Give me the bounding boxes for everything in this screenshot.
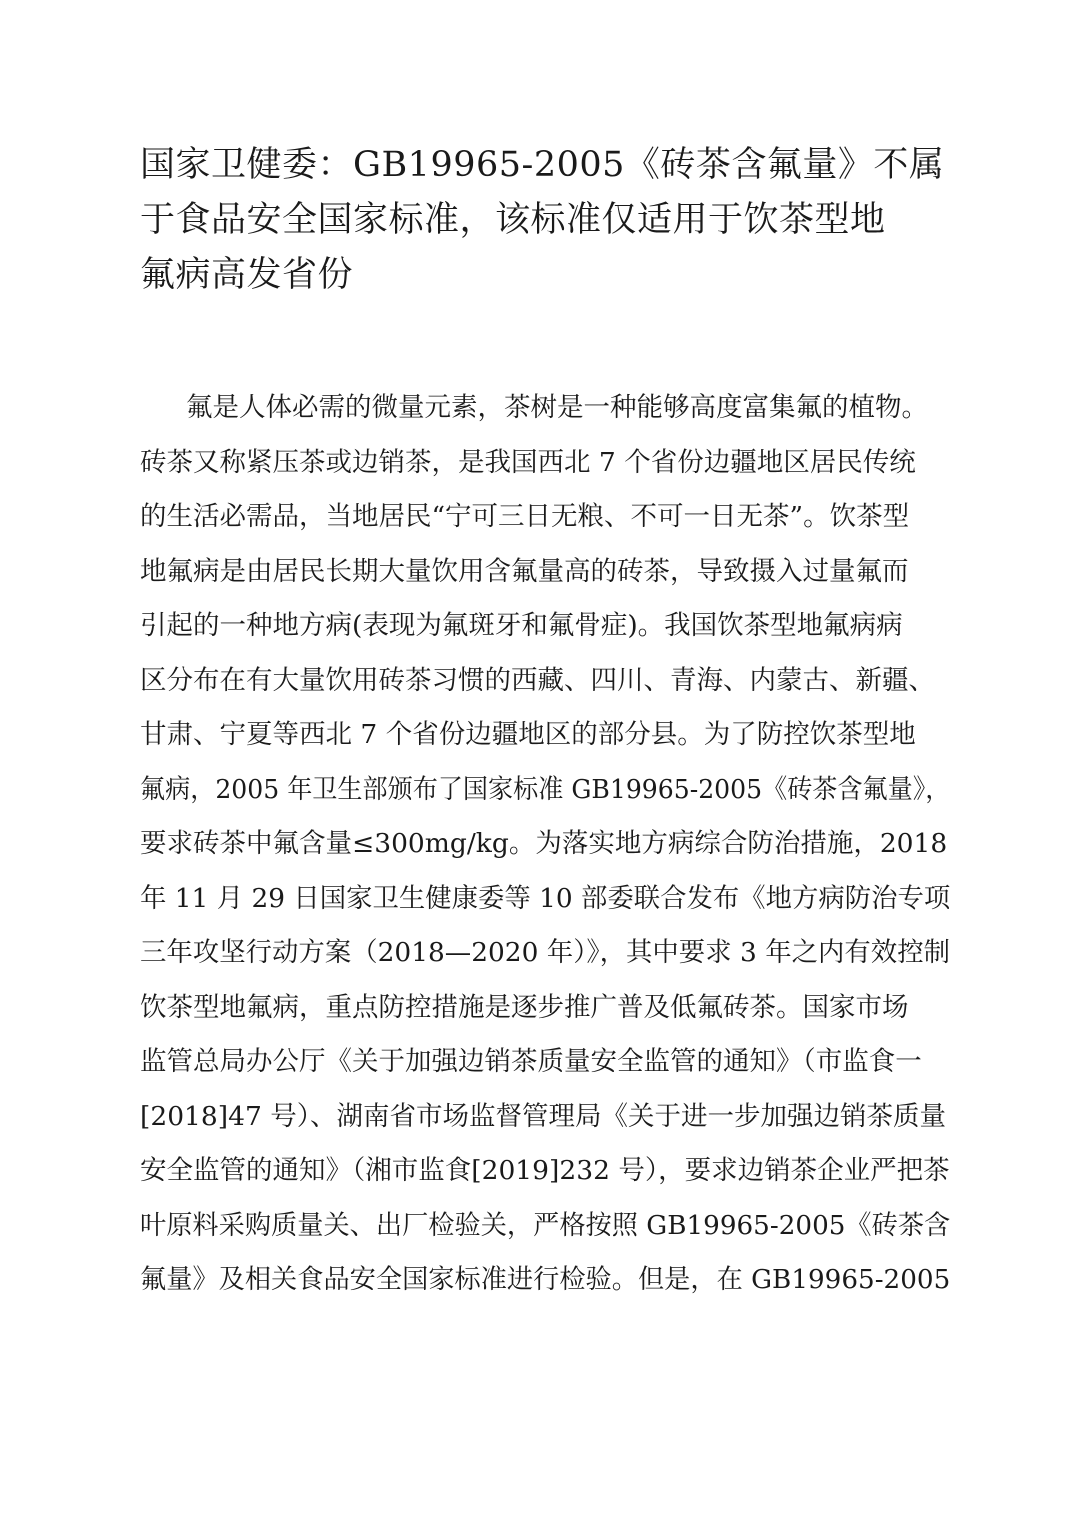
- paragraph-line: 氟病，2005 年卫生部颁布了国家标准 GB19965-2005《砖茶含氟量》，: [140, 773, 951, 805]
- title-line: 于食品安全国家标准，该标准仅适用于饮茶型地: [140, 200, 886, 240]
- paragraph-line: 叶原料采购质量关、出厂检验关，严格按照 GB19965-2005《砖茶含: [140, 1209, 951, 1241]
- paragraph-line: 引起的一种地方病(表现为氟斑牙和氟骨症)。我国饮茶型地氟病病: [140, 610, 903, 641]
- paragraph-line: 的生活必需品，当地居民“宁可三日无粮、不可一日无茶”。饮茶型: [140, 501, 910, 532]
- title-line: 国家卫健委：GB19965-2005《砖茶含氟量》不属: [140, 145, 945, 185]
- paragraph-line: 三年攻坚行动方案（2018—2020 年）》，其中要求 3 年之内有效控制: [140, 937, 951, 968]
- article-title: [140, 138, 950, 303]
- paragraph-line: 安全监管的通知》（湘市监食[2019]232 号），要求边销茶企业严把茶: [140, 1155, 950, 1186]
- paragraph-line: 地氟病是由居民长期大量饮用含氟量高的砖茶，导致摄入过量氟而: [140, 555, 909, 587]
- article-body: [140, 381, 950, 1308]
- title-line: 氟病高发省份: [140, 255, 354, 295]
- paragraph-line: 饮茶型地氟病，重点防控措施是逐步推广普及低氟砖茶。国家市场: [140, 991, 909, 1023]
- paragraph-line: [2018]47 号）、湖南省市场监督管理局《关于进一步加强边销茶质量: [140, 1100, 947, 1132]
- paragraph-line: 区分布在有大量饮用砖茶习惯的西藏、四川、青海、内蒙古、新疆、: [140, 664, 935, 696]
- paragraph-line: 甘肃、宁夏等西北 7 个省份边疆地区的部分县。为了防控饮茶型地: [140, 719, 916, 750]
- paragraph-line: 年 11 月 29 日国家卫生健康委等 10 部委联合发布《地方病防治专项: [140, 882, 951, 914]
- paragraph-line: 要求砖茶中氟含量≤300mg/kg。为落实地方病综合防治措施，2018: [140, 828, 948, 859]
- paragraph-line: 监管总局办公厅《关于加强边销茶质量安全监管的通知》（市监食一: [140, 1046, 922, 1077]
- paragraph-line: 氟量》及相关食品安全国家标准进行检验。但是，在 GB19965-2005: [140, 1264, 951, 1295]
- paragraph-line: 砖茶又称紧压茶或边销茶，是我国西北 7 个省份边疆地区居民传统: [140, 446, 916, 478]
- paragraph-line: 氟是人体必需的微量元素，茶树是一种能够高度富集氟的植物。: [186, 392, 928, 423]
